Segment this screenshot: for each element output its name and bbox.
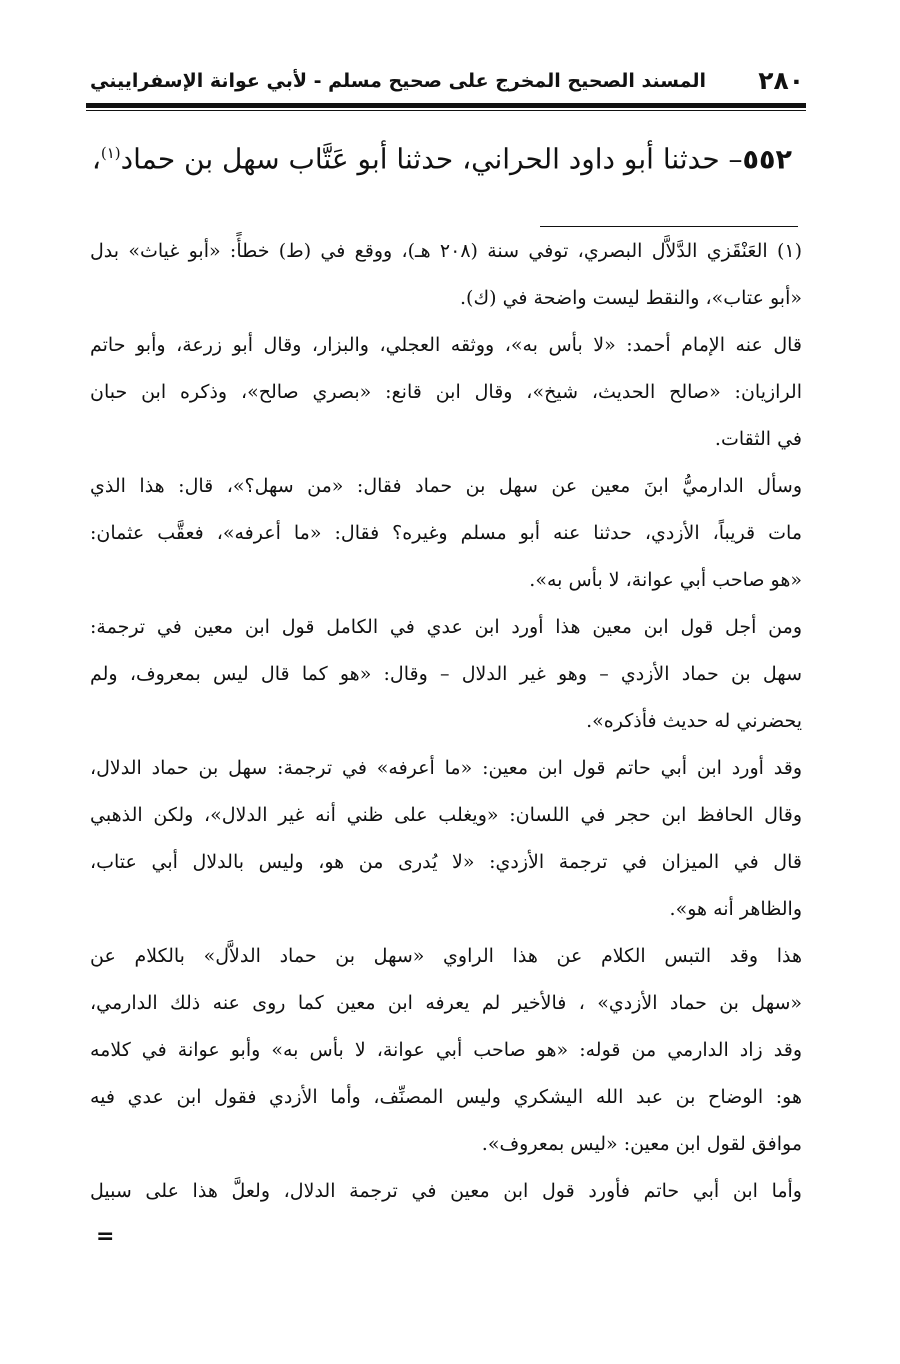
footnote-line: مات قريباً، الأزدي، حدثنا عنه أبو مسلم وغيره؟ فقال: «ما أعرفه»، فعقَّب عثمان: (90, 522, 802, 544)
header-rule-thin (86, 110, 806, 111)
footnote-line: يحضرني له حديث فأذكره». (586, 710, 802, 732)
footnote-line: موافق لقول ابن معين: «ليس بمعروف». (481, 1133, 802, 1155)
footnote-line: «أبو عتاب»، والنقط ليست واضحة في (ك). (460, 287, 802, 309)
footnote-paragraph (90, 322, 802, 463)
footnote-line: وقد زاد الدارمي من قوله: «هو صاحب أبي عوانة، لا بأس به» وأبو عوانة في كلامه (90, 1039, 802, 1061)
footnote-line: قال في الميزان في ترجمة الأزدي: «لا يُدرى من هو، وليس بالدلال أبي عتاب، (90, 851, 802, 873)
footnote-line: (١) العَنْقَزي الدَّلاَّل البصري، توفي سنة (٢٠٨ هـ)، ووقع في (ط) خطأً: «أبو غياث» بدل (90, 240, 802, 262)
hadith-body: – حدثنا أبو داود الحراني، حدثنا أبو عَتَّاب سهل بن حماد (120, 142, 743, 176)
footnote-paragraph (90, 745, 802, 933)
footnote-line: وسأل الدارميُّ ابنَ معين عن سهل بن حماد فقال: «من سهل؟»، قال: هذا الذي (90, 475, 802, 497)
footnote-line: وأما ابن أبي حاتم فأورد قول ابن معين في ترجمة الدلال، ولعلَّ هذا على سبيل (90, 1180, 802, 1202)
footnote-line: «سهل بن حماد الأزدي» ، فالأخير لم يعرفه ابن معين كما روى عنه ذلك الدارمي، (90, 992, 802, 1014)
footnote-line: وقال الحافظ ابن حجر في اللسان: «ويغلب على ظني أنه غير الدلال»، ولكن الذهبي (90, 804, 803, 826)
footnote-line: «هو صاحب أبي عوانة، لا بأس به». (529, 569, 802, 591)
footnote-line: وقد أورد ابن أبي حاتم قول ابن معين: «ما أعرفه» في ترجمة: سهل بن حماد الدلال، (90, 757, 802, 779)
footnote-line: والظاهر أنه هو». (669, 898, 802, 920)
running-title: المسند الصحيح المخرج على صحيح مسلم - لأبي عوانة الإسفراييني (90, 70, 706, 92)
footnote-reference: (١) (100, 144, 121, 162)
page-header (92, 62, 804, 102)
footnote-line: هذا وقد التبس الكلام عن هذا الراوي «سهل بن حماد الدلاَّل» بالكلام عن (90, 945, 802, 967)
footnote-line: سهل بن حماد الأزدي – وهو غير الدلال – وقال: «هو كما قال ليس بمعروف، ولم (90, 663, 802, 685)
hadith-number: ٥٥٢ (742, 144, 792, 176)
footnote-paragraph (90, 228, 802, 322)
header-rule-thick (86, 103, 806, 108)
footnote-paragraph (90, 1168, 802, 1215)
footnote-paragraph (90, 604, 802, 745)
footnote-line: ومن أجل قول ابن معين هذا أورد ابن عدي في الكامل قول ابن معين في ترجمة: (90, 616, 802, 638)
continuation-mark: = (96, 1224, 115, 1249)
footnote-paragraph (90, 933, 802, 1168)
footnote-paragraph (90, 463, 802, 604)
hadith-text (92, 125, 792, 188)
hadith-trail: ، (91, 142, 101, 176)
footnote-line: في الثقات. (714, 428, 802, 450)
footnote-line: قال عنه الإمام أحمد: «لا بأس به»، ووثقه العجلي، والبزار، وقال أبو زرعة، وأبو حاتم (90, 334, 802, 356)
footnote-separator (540, 226, 798, 227)
page-number: ٢٨٠ (758, 66, 804, 95)
footnote-line: هو: الوضاح بن عبد الله اليشكري وليس المصنِّف، وأما الأزدي فقول ابن عدي فيه (90, 1086, 802, 1108)
footnotes (90, 228, 802, 1215)
footnote-line: الرازيان: «صالح الحديث، شيخ»، وقال ابن قانع: «بصري صالح»، وذكره ابن حبان (90, 381, 802, 403)
